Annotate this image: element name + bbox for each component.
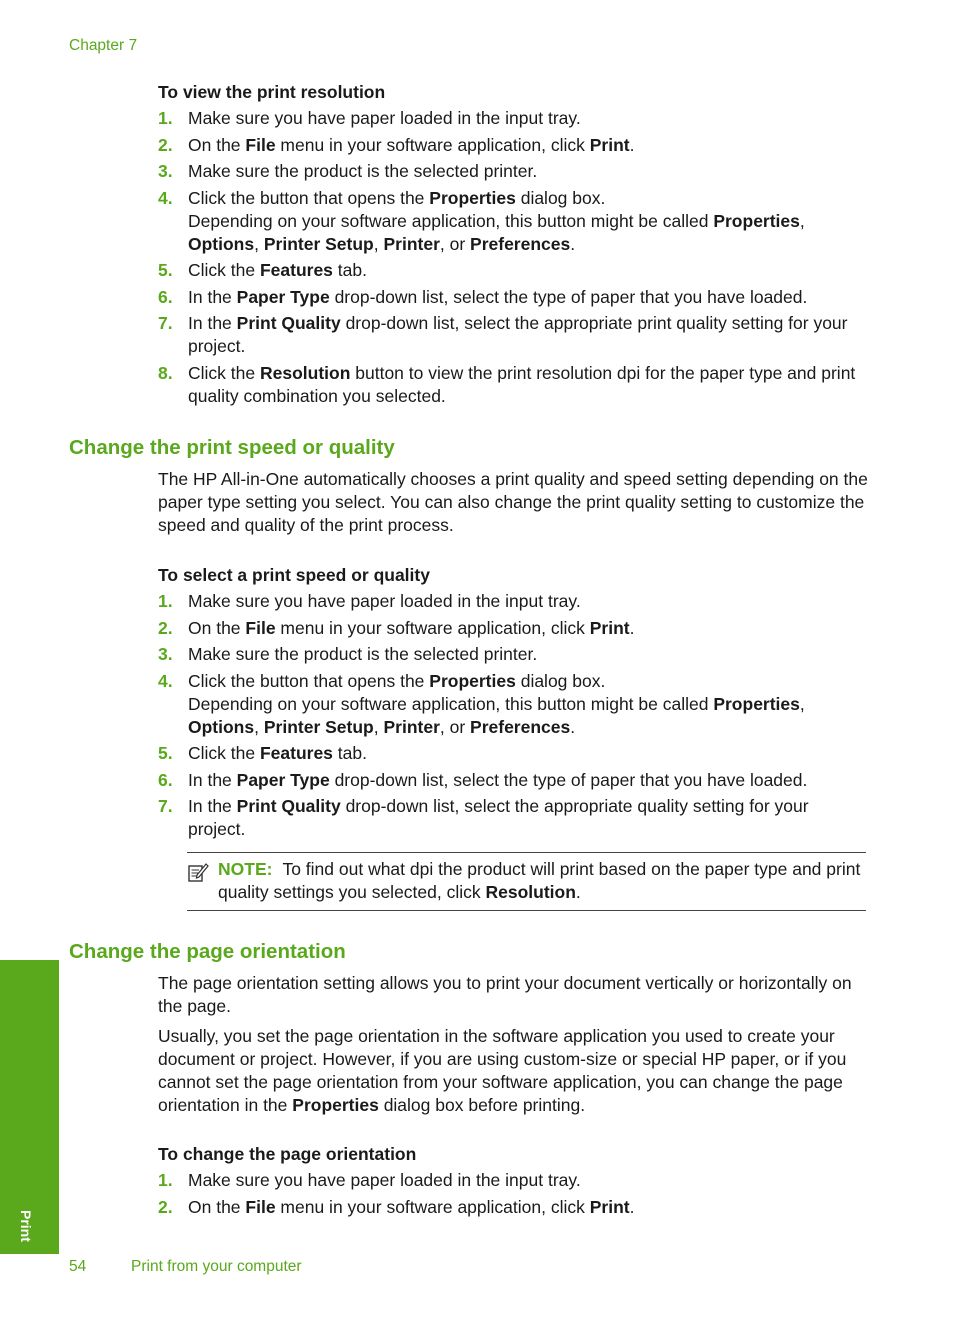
emphasis: Paper Type	[236, 286, 330, 307]
steps-change-orientation	[158, 1169, 870, 1222]
paragraph-orientation-1: The page orientation setting allows you to print your document vertically or horizontally on the page.	[158, 973, 852, 1016]
step-number: 2.	[158, 617, 173, 638]
step-subtext: Depending on your software application, this button might be called Properties, Options, Printer Setup, Printer, or Preferences.	[188, 693, 805, 737]
emphasis: Options	[188, 233, 255, 254]
step-number: 5.	[158, 260, 173, 280]
emphasis: Printer	[383, 716, 440, 737]
step-text: Make sure you have paper loaded in the input tray.	[188, 591, 581, 611]
emphasis: Print	[589, 617, 630, 638]
step-number: 3.	[158, 161, 173, 181]
step-number: 2.	[158, 1196, 173, 1217]
procedure-title-change-orientation: To change the page orientation	[158, 1144, 417, 1164]
step-number: 8.	[158, 362, 173, 383]
step-number: 2.	[158, 134, 173, 155]
paragraph-speed-intro: The HP All-in-One automatically chooses a print quality and speed setting depending on the paper type setting you select. You can also change the print quality setting to customize the speed and quality of the print process.	[158, 469, 868, 535]
step-item	[158, 107, 870, 130]
emphasis: Features	[259, 260, 333, 280]
emphasis: Properties	[292, 1095, 379, 1115]
step-item	[158, 286, 870, 309]
steps-view-resolution	[158, 107, 870, 411]
step-item	[158, 362, 870, 408]
step-number: 1.	[158, 1170, 173, 1190]
emphasis: Printer Setup	[263, 716, 374, 737]
emphasis: File	[245, 1196, 276, 1217]
emphasis: Resolution	[259, 362, 351, 383]
footer-title: Print from your computer	[131, 1258, 302, 1275]
side-tab-label: Print	[18, 1210, 34, 1242]
emphasis: Paper Type	[236, 769, 330, 790]
step-text: In the Paper Type drop-down list, select the type of paper that you have loaded.	[188, 286, 808, 307]
emphasis: Print	[589, 1196, 630, 1217]
emphasis: Print Quality	[236, 796, 341, 816]
step-number: 1.	[158, 108, 173, 128]
step-item	[158, 590, 870, 613]
paragraph-orientation-2: Usually, you set the page orientation in the software application you used to create your document or project. However, if you are using custom-size or special HP paper, or if you cannot set the page orientation from your software application, you can change the page orientation in the Properties dialog box before printing.	[158, 1026, 847, 1115]
step-number: 6.	[158, 769, 173, 790]
step-number: 3.	[158, 644, 173, 664]
emphasis: Properties	[429, 670, 516, 691]
step-item	[158, 1196, 870, 1219]
emphasis: Properties	[429, 187, 516, 208]
step-text: Click the button that opens the Properties dialog box.	[188, 670, 606, 691]
step-item	[158, 259, 870, 282]
page-number: 54	[69, 1258, 87, 1275]
step-text: On the File menu in your software application, click Print.	[188, 1196, 635, 1217]
step-number: 4.	[158, 187, 173, 208]
step-item	[158, 160, 870, 183]
emphasis: Properties	[713, 210, 800, 231]
emphasis: Features	[259, 743, 333, 763]
note-text	[218, 858, 863, 904]
emphasis: Printer	[383, 233, 440, 254]
step-text: In the Print Quality drop-down list, select the appropriate quality setting for your project.	[188, 796, 809, 839]
step-number: 6.	[158, 286, 173, 307]
note-pad-icon	[187, 861, 209, 883]
step-text: Click the button that opens the Properties dialog box.	[188, 187, 606, 208]
step-text: In the Paper Type drop-down list, select the type of paper that you have loaded.	[188, 769, 808, 790]
emphasis: Properties	[713, 693, 800, 714]
step-number: 7.	[158, 313, 173, 333]
emphasis: File	[245, 134, 276, 155]
step-text: In the Print Quality drop-down list, select the appropriate print quality setting for your project.	[188, 313, 848, 356]
step-item	[158, 617, 870, 640]
emphasis: Preferences	[470, 716, 571, 737]
step-subtext: Depending on your software application, this button might be called Properties, Options, Printer Setup, Printer, or Preferences.	[188, 210, 805, 254]
procedure-title-view-resolution: To view the print resolution	[158, 82, 386, 102]
note-body: To find out what dpi the product will print based on the paper type and print quality settings you selected, click Resolution.	[218, 859, 861, 902]
emphasis: Printer Setup	[263, 233, 374, 254]
step-item	[158, 643, 870, 666]
step-item	[158, 795, 870, 841]
emphasis: Options	[188, 716, 255, 737]
step-text: Make sure you have paper loaded in the input tray.	[188, 1170, 581, 1190]
step-item	[158, 312, 870, 358]
step-number: 4.	[158, 670, 173, 691]
step-number: 1.	[158, 591, 173, 611]
emphasis: File	[245, 617, 276, 638]
step-text: Make sure the product is the selected printer.	[188, 161, 538, 181]
emphasis: Resolution	[485, 882, 576, 902]
emphasis: Print Quality	[236, 313, 341, 333]
chapter-label: Chapter 7	[69, 37, 138, 54]
step-text: Make sure you have paper loaded in the input tray.	[188, 108, 581, 128]
note-label: NOTE:	[218, 859, 273, 879]
emphasis: Print	[589, 134, 630, 155]
step-text: Click the Features tab.	[188, 743, 367, 763]
steps-select-speed	[158, 590, 870, 845]
step-item	[158, 134, 870, 157]
step-text: Click the Features tab.	[188, 260, 367, 280]
step-text: On the File menu in your software application, click Print.	[188, 617, 635, 638]
step-number: 7.	[158, 796, 173, 816]
step-item	[158, 670, 870, 739]
step-number: 5.	[158, 743, 173, 763]
step-item	[158, 742, 870, 765]
step-item	[158, 187, 870, 256]
note-box	[187, 852, 866, 911]
step-text: On the File menu in your software application, click Print.	[188, 134, 635, 155]
step-text: Make sure the product is the selected printer.	[188, 644, 538, 664]
heading-print-speed-quality: Change the print speed or quality	[69, 436, 395, 459]
heading-page-orientation: Change the page orientation	[69, 940, 346, 963]
step-item	[158, 1169, 870, 1192]
step-text: Click the Resolution button to view the print resolution dpi for the paper type and print quality combination you selected.	[188, 362, 856, 406]
step-item	[158, 769, 870, 792]
emphasis: Preferences	[470, 233, 571, 254]
procedure-title-select-speed: To select a print speed or quality	[158, 565, 430, 585]
